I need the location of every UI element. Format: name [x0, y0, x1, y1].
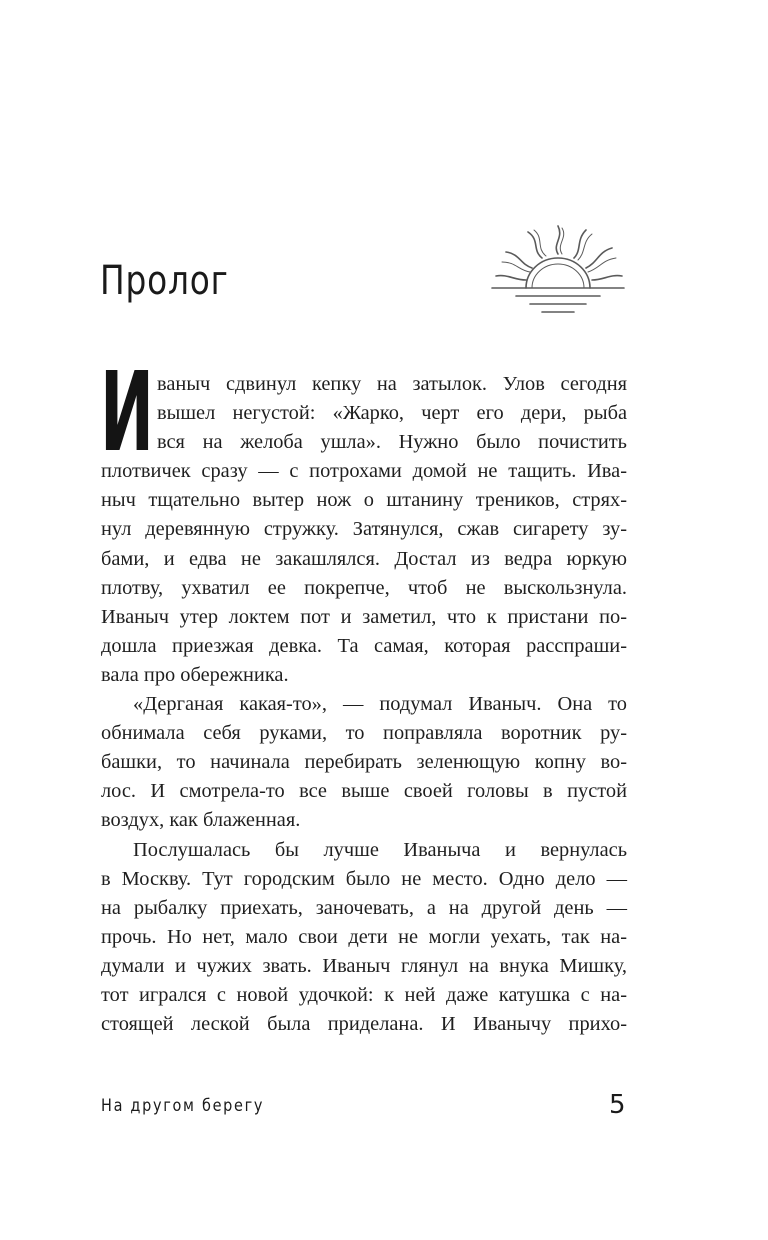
text-line: обнимала себя руками, то поправляла воротник ру-: [101, 722, 627, 745]
paragraph-1: [101, 370, 627, 690]
text-line: дошла приезжая девка. Та самая, которая расспраши-: [101, 634, 627, 657]
text-line: лос. И смотрела-то все выше своей головы в пустой: [101, 780, 627, 803]
text-line: думали и чужих звать. Иваныч глянул на внука Мишку,: [101, 954, 627, 977]
chapter-body: [101, 370, 627, 1039]
text-line: плотвичек сразу — с потрохами домой не тащить. Ива-: [101, 460, 627, 483]
text-line: стоящей леской была приделана. И Иванычу прихо-: [101, 1013, 627, 1036]
text-line: вала про обережника.: [101, 663, 289, 686]
text-line: «Дерганая какая-то», — подумал Иваныч. Она то: [133, 693, 627, 716]
paragraph-2: [101, 690, 627, 835]
text-line: прочь. Но нет, мало свои дети не могли уехать, так на-: [101, 925, 627, 948]
text-line: ныч тщательно вытер нож о штанину треников, стрях-: [101, 489, 627, 512]
chapter-title: Пролог: [100, 258, 229, 304]
text-line: нул деревянную стружку. Затянулся, сжав сигарету зу-: [101, 518, 627, 541]
page-number: 5: [609, 1090, 626, 1120]
text-line: башки, то начинала перебирать зеленющую копну во-: [101, 751, 627, 774]
text-line: тот игрался с новой удочкой: к ней даже катушка с на-: [101, 983, 627, 1006]
text-line: в Москву. Тут городским было не место. Одно дело —: [101, 867, 627, 890]
text-line: ваныч сдвинул кепку на затылок. Улов сегодня: [157, 373, 627, 395]
rising-sun-icon: [486, 222, 630, 322]
text-line: воздух, как блаженная.: [101, 809, 301, 832]
text-line: вся на желоба ушла». Нужно было почистить: [157, 431, 627, 454]
text-line: вышел негустой: «Жарко, черт его дери, рыба: [157, 402, 627, 425]
text-line: бами, и едва не закашлялся. Достал из ведра юркую: [101, 547, 627, 570]
svg-text:И: И: [100, 348, 154, 476]
text-line: на рыбалку приехать, заночевать, а на другой день —: [101, 896, 627, 919]
running-footer-title: На другом берегу: [101, 1096, 265, 1116]
text-line: Послушалась бы лучше Иваныча и вернулась: [133, 838, 627, 861]
text-line: плотву, ухватил ее покрепче, чтоб не выскользнула.: [101, 576, 627, 599]
paragraph-3: [101, 836, 627, 1040]
text-line: Иваныч утер локтем пот и заметил, что к пристани по-: [101, 605, 627, 628]
